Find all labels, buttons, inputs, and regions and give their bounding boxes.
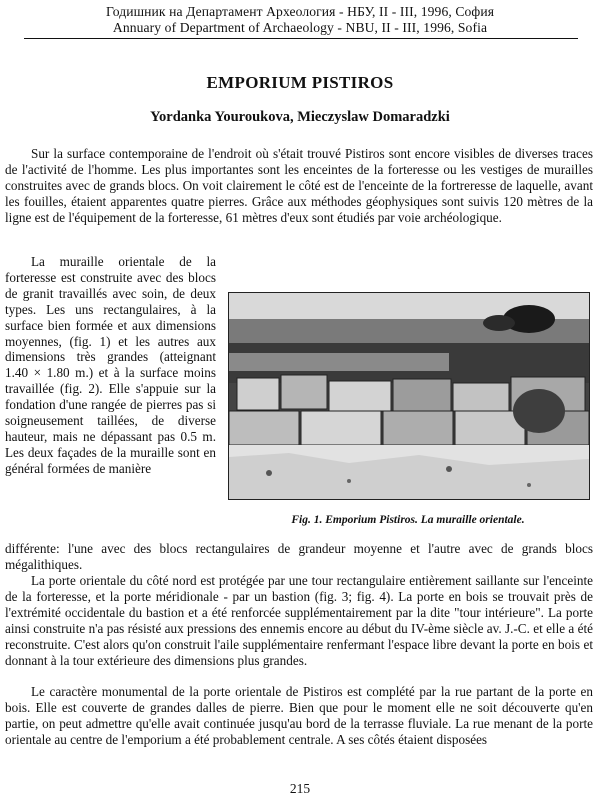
article-title: EMPORIUM PISTIROS — [206, 73, 394, 92]
journal-header — [0, 4, 600, 36]
paragraph-muraille-continued: différente: l'une avec des blocs rectangulaires de grandeur moyenne et l'autre avec de grands blocs mégalithiques. — [5, 541, 593, 572]
article-authors: Yordanka Youroukova, Mieczyslaw Domaradzki — [150, 109, 450, 125]
paragraph-intro: Sur la surface contemporaine de l'endroit où s'était trouvé Pistiros sont encore visibles de diverses traces de l'activité de l'homme. Les plus importantes sont les enceintes de la forteresse ou les vestiges de murailles construites avec de grands blocs. On voit clairement le côté est de l'enceinte de la fortreresse de laquelle, avant les fouilles, étaient apparentes quatre pierres. Grâce aux méthodes géophysiques sont suivis 120 mètres de la ligne est de l'équipement de la forteresse, 61 mètres d'eux sont étudiés par voie archéologique. — [5, 146, 593, 225]
paragraph-muraille: La muraille orientale de la forteresse est construite avec des blocs de granit travaillés avec soin, de deux types. Les uns rectangulaires, à la surface bien formée et aux dimensions moyennes, (fig. 1) et les autres aux dimensions très grandes (atteignant 1.40 × 1.80 m.) et à la surface moins travaillée (fig. 2). Elle s'appuie sur la fondation d'une rangée de pierres pas si soigneusement taillées, de diverse hauteur, mais ne dépassant pas 0.5 m. Les deux façades de la muraille sont en général formées de manière — [5, 254, 216, 476]
journal-header-english: Annuary of Department of Archaeology - NBU, II - III, 1996, Sofia — [112, 20, 488, 35]
figure-1-photo — [228, 292, 590, 500]
header-rule — [24, 38, 578, 39]
paragraph-porte-orientale: La porte orientale du côté nord est protégée par une tour rectangulaire entièrement saillante sur l'enceinte de la forteresse, et la porte méridionale - par un bastion (fig. 3; fig. 4). La porte en bois se trouvait près de l'extrémité occidentale du bastion et a été renforcée supplémentairement par la dite "tour intérieure". La porte ainsi construite n'a pas résisté aux pressions des ennemis encore au début du IV-ème siècle av. J.-C. et elle a été reconstruite. C'est alors qu'on construit l'aile supplémentaire renfermant l'espace libre devant la porte en bois et donnant à la tour extérieure des dimensions plus grandes. — [5, 573, 593, 668]
page-number: 215 — [289, 781, 311, 796]
wall-photo-image — [229, 293, 589, 499]
paragraph-rue: Le caractère monumental de la porte orientale de Pistiros est complété par la rue partant de la porte en bois. Elle est couverte de grandes dalles de pierre. Bien que pour le moment elle ne soit découverte qu'en partie, on peut admettre qu'elle avait continuée jusqu'au bord de la terrasse fluviale. La rue menant de la porte orientale au centre de l'emporium a été probablement centrale. A ses côtés étaient disposées — [5, 684, 593, 747]
journal-header-bulgarian: Годишник на Департамент Археология - НБУ, II - III, 1996, София — [105, 4, 495, 19]
figure-1-caption: Fig. 1. Emporium Pistiros. La muraille orientale. — [291, 514, 525, 526]
